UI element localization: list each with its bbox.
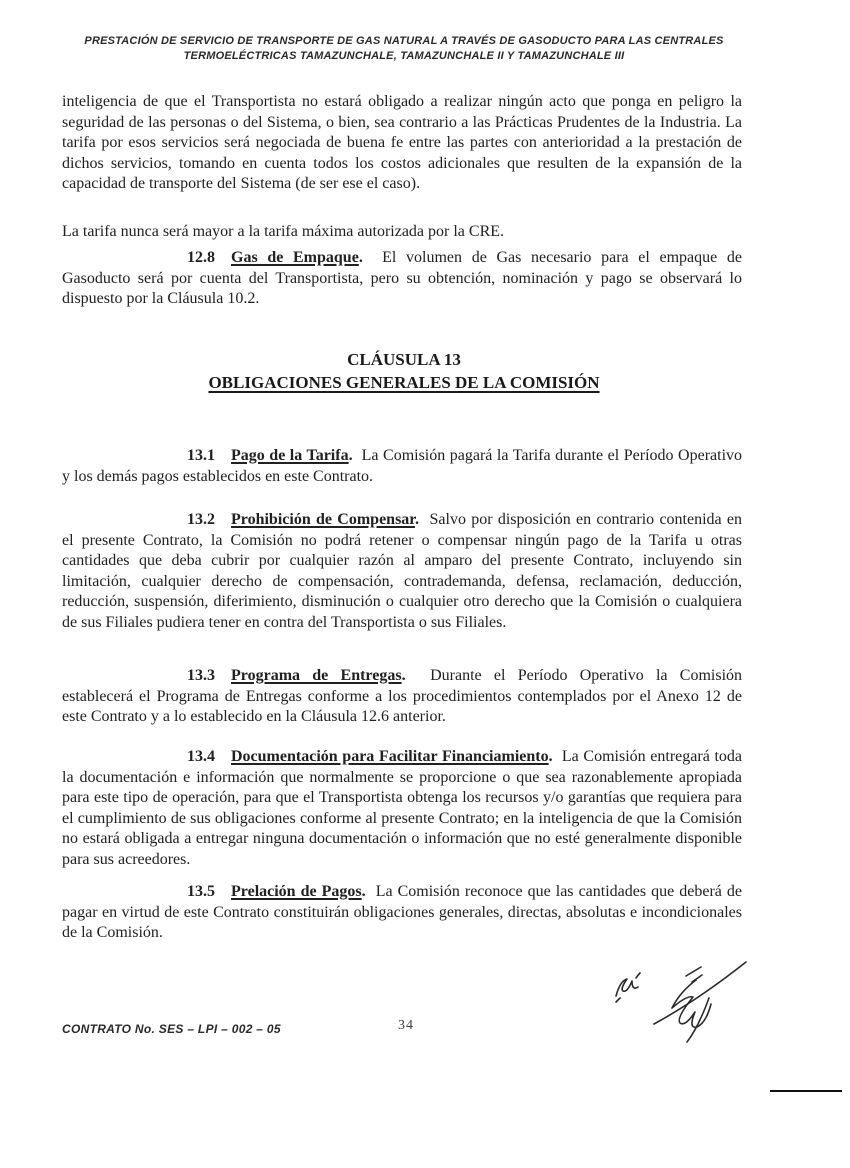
section-title-separator: . [548,748,562,765]
section-title: Documentación para Facilitar Financiamiento [231,748,549,765]
paragraph-continuation: inteligencia de que el Transportista no estará obligado a realizar ningún acto que ponga en peligro la seguridad de las personas o del Sistema, o bien, sea contrario a las Prácticas Prudentes de la Industria. La tarifa por esos servicios será negociada de buena fe entre las partes con anterioridad a la prestación de dichos servicios, tomando en cuenta todos los costos adicionales que resulten de la expansión de la capacidad de transporte del Sistema (de ser ese el caso). [62,93,742,193]
section-title-separator: . [361,883,376,900]
paragraph-tarifa-cre: La tarifa nunca será mayor a la tarifa máxima autorizada por la CRE. [62,223,505,240]
document-header [62,34,746,64]
signature-top-tick [686,967,702,982]
section-number: 12.8 [187,249,215,266]
section-title-separator: . [414,511,430,528]
header-line-1: PRESTACIÓN DE SERVICIO DE TRANSPORTE DE GAS NATURAL A TRAVÉS DE GASODUCTO PARA LAS CENTRALES [84,35,724,47]
section-13-4 [62,747,742,871]
section-13-2 [62,510,742,634]
section-title-separator: . [348,447,362,464]
signature-diagonal-stroke [654,962,746,1024]
header-line-2: TERMOELÉCTRICAS TAMAZUNCHALE, TAMAZUNCHALE II Y TAMAZUNCHALE III [183,50,625,62]
signature-descender [687,998,709,1042]
section-title-separator: . [401,667,431,684]
clause-13-heading [62,348,746,394]
section-12-8 [62,248,742,310]
section-title: Gas de Empaque [231,249,359,266]
section-body: La Comisión pagará la Tarifa durante el Período Operativo y los demás pagos establecidos en este Contrato. [62,447,743,485]
section-title: Prelación de Pagos [231,883,362,900]
section-body: La Comisión entregará toda la documentación e información que normalmente se proporcione o que sea razonablemente apropiada para este tipo de operación, para que el Transportista obtenga los recursos y/o garantías que requiera para el cumplimiento de sus obligaciones conforme al presente Contrato; en la inteligencia de que la Comisión no estará obligada a entregar ninguna documentación o información que no esté generalmente disponible para sus acreedores. [62,748,743,868]
handwritten-initials-signature [596,952,760,1050]
clause-heading-line-1: CLÁUSULA 13 [347,350,461,369]
signature-loops [672,980,711,1027]
section-13-1 [62,446,742,487]
section-body: Salvo por disposición en contrario contenida en el presente Contrato, la Comisión no podrá retener o compensar ningún pago de la Tarifa u otras cantidades que deba cubrir por cualquier razón al amparo del presente Contrato, incluyendo sin limitación, cualquier derecho de compensación, contrademanda, defensa, reclamación, deducción, reducción, suspensión, diferimiento, disminución o cualquier otro derecho que la Comisión o cualquiera de sus Filiales pudiera tener en contra del Transportista o sus Filiales. [62,511,743,631]
section-body: La Comisión reconoce que las cantidades que deberá de pagar en virtud de este Contrato constituirán obligaciones generales, directas, absolutas e incondicionales de la Comisión. [62,883,743,942]
section-title: Pago de la Tarifa [231,447,349,464]
section-body: El volumen de Gas necesario para el empaque de Gasoducto será por cuenta del Transportista, pero su obtención, nominación y pago se observará lo dispuesto por la Cláusula 10.2. [62,249,743,308]
bottom-right-rule [770,1090,842,1092]
section-title: Prohibición de Compensar [231,511,415,528]
section-title: Programa de Entregas [231,667,402,684]
section-number: 13.3 [187,667,215,684]
clause-heading-line-2: OBLIGACIONES GENERALES DE LA COMISIÓN [208,373,600,392]
section-number: 13.4 [187,748,215,765]
section-13-3 [62,666,742,728]
section-number: 13.5 [187,883,215,900]
section-title-separator: . [358,249,383,266]
section-body: Durante el Período Operativo la Comisión establecerá el Programa de Entregas conforme a los procedimientos contemplados por el Anexo 12 de este Contrato y a lo establecido en la Cláusula 12.6 anterior. [62,667,743,726]
page-number: 34 [398,1018,414,1033]
footer-contract-number: CONTRATO No. SES – LPI – 002 – 05 [62,1022,281,1036]
small-initial-mark [616,973,640,1002]
section-13-5 [62,882,742,944]
section-number: 13.1 [187,447,215,464]
section-number: 13.2 [187,511,215,528]
